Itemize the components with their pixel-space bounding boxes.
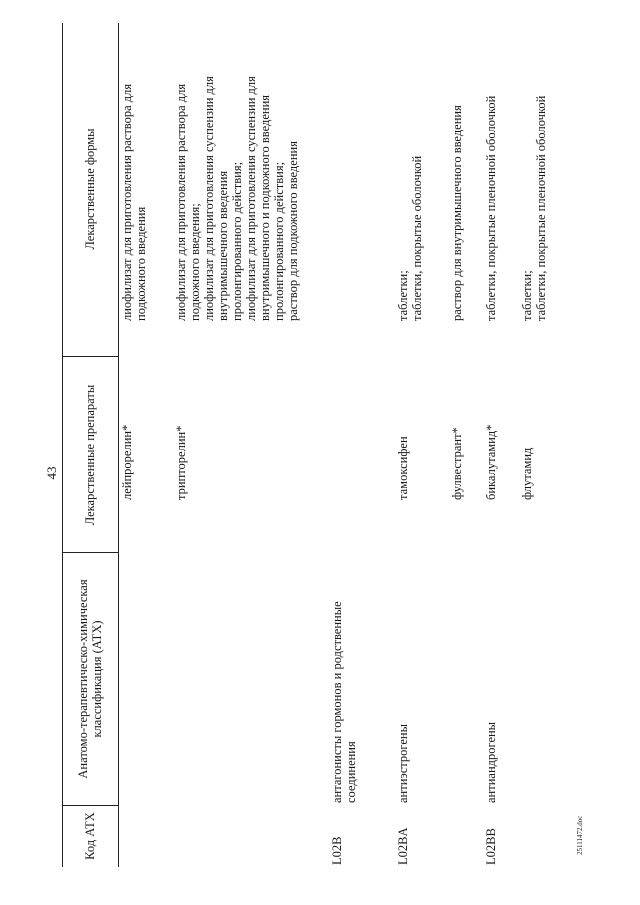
drug-tamoxifen: тамоксифен — [396, 436, 410, 500]
drug-bicalutamide: бикалутамид* — [484, 424, 498, 500]
header-forms: Лекарственные формы — [83, 128, 97, 250]
header-code: Код АТХ — [83, 812, 97, 860]
code-l02ba: L02BA — [396, 827, 410, 865]
drug-fulvestrant: фулвестрант* — [450, 427, 464, 500]
header-separator-3 — [62, 356, 118, 357]
forms-tamoxifen: таблетки; таблетки, покрытые оболочкой — [396, 155, 424, 321]
class-l02bb: антиандрогены — [484, 721, 498, 803]
header-separator-1 — [62, 805, 118, 806]
forms-fulvestrant: раствор для внутримышечного введения — [450, 105, 464, 321]
header-separator-2 — [62, 552, 118, 553]
drug-triptorelin: трипторелин* — [174, 425, 188, 500]
class-l02ba: антиэстрогены — [396, 723, 410, 803]
drug-leuprorelin: лейпрорелин* — [120, 424, 134, 500]
document-id: 25111472.doc — [576, 815, 584, 855]
code-l02bb: L02BB — [484, 828, 498, 865]
forms-flutamide: таблетки; таблетки, покрытые пленочной оболочкой — [520, 95, 548, 321]
forms-leuprorelin: лиофилизат для приготовления раствора для подкожного введения — [120, 83, 148, 321]
drug-flutamide: флутамид — [520, 447, 534, 500]
code-l02b: L02B — [330, 836, 344, 865]
class-l02b: антагонисты гормонов и родственные соединения — [330, 601, 358, 803]
header-top-rule — [62, 23, 63, 867]
header-classification: Анатомо-терапевтическо-химическая классификация (АТХ) — [76, 579, 104, 779]
forms-triptorelin: лиофилизат для приготовления раствора для подкожного введения; лиофилизат для приготовления суспензии для внутримышечного введения пролонгированного действия; лиофилизат для приготовления суспензии для внутримышечного и подкожного введения пролонгированного действия; раствор для подкожного введения — [174, 76, 300, 321]
header-bottom-rule — [118, 23, 119, 867]
page-number: 43 — [44, 466, 59, 480]
header-drugs: Лекарственные препараты — [83, 384, 97, 526]
forms-bicalutamide: таблетки, покрытые пленочной оболочкой — [484, 95, 498, 321]
